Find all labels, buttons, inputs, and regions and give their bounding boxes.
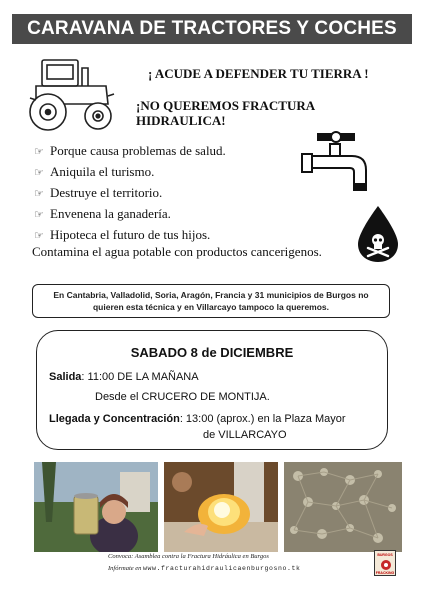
list-item <box>34 203 226 224</box>
logo-line1: BURGOS <box>377 553 393 557</box>
reason-text: Destruye el territorio. <box>50 185 163 200</box>
pointing-hand-icon: ☞ <box>34 167 44 179</box>
departure-place: Desde el CRUCERO DE MONTIJA. <box>95 391 270 403</box>
photo-gas-well-field <box>284 462 402 552</box>
list-item <box>34 182 226 203</box>
footer-info <box>108 565 301 572</box>
logo-emblem-icon <box>380 559 392 571</box>
pointing-hand-icon: ☞ <box>34 230 44 242</box>
departure-label: Salida <box>49 371 82 383</box>
poison-drop-icon <box>354 204 402 264</box>
footer-info-label: Infórmate en <box>108 565 142 572</box>
list-item <box>34 140 226 161</box>
footer-convoca: Convoca: Asamblea contra la Fractura Hidráulica en Burgos <box>108 553 269 560</box>
slogan-defend-land: ¡ ACUDE A DEFENDER TU TIERRA ! <box>148 66 369 81</box>
page-title: CARAVANA DE TRACTORES Y COCHES <box>12 14 412 44</box>
footer-url-link[interactable]: www.fracturahidraulicaenburgosno.tk <box>143 565 301 572</box>
tractor-icon <box>22 56 118 134</box>
list-item <box>34 161 226 182</box>
arrival-label: Llegada y Concentración <box>49 413 180 425</box>
slogan-no-fracking: ¡NO QUEREMOS FRACTURA HIDRAULICA! <box>136 98 315 128</box>
organization-logo <box>374 550 396 576</box>
pointing-hand-icon: ☞ <box>34 209 44 221</box>
photo-strip <box>34 462 402 552</box>
photo-woman-water-jar <box>34 462 158 552</box>
arrival-time: : 13:00 (aprox.) en la Plaza Mayor <box>179 413 346 425</box>
logo-line2: FRACKING <box>375 571 395 575</box>
departure-line <box>49 371 199 383</box>
reason-text: Envenena la ganadería. <box>50 206 171 221</box>
event-details-box <box>36 330 388 450</box>
pointing-hand-icon: ☞ <box>34 188 44 200</box>
reasons-list <box>34 140 226 245</box>
info-text: En Cantabria, Valladolid, Soria, Aragón, Francia y 31 municipios de Burgos no quieren esta técnica y en Villarcayo tampoco la queremos. <box>53 290 369 312</box>
event-date: SABADO 8 de DICIEMBRE <box>130 345 294 360</box>
reason-text: Aniquila el turismo. <box>50 164 155 179</box>
list-item <box>34 224 226 245</box>
reason-text: Porque causa problemas de salud. <box>50 143 226 158</box>
water-tap-icon <box>296 126 386 200</box>
photo-burning-tap-water <box>164 462 278 552</box>
departure-time: : 11:00 DE LA MAÑANA <box>81 371 199 383</box>
arrival-line <box>49 413 346 425</box>
reason-contaminates-water: Contamina el agua potable con productos cancerigenos. <box>32 244 322 259</box>
reason-text: Hipoteca el futuro de tus hijos. <box>50 227 211 242</box>
pointing-hand-icon: ☞ <box>34 146 44 158</box>
arrival-place: de VILLARCAYO <box>203 429 287 441</box>
info-box <box>32 284 390 318</box>
